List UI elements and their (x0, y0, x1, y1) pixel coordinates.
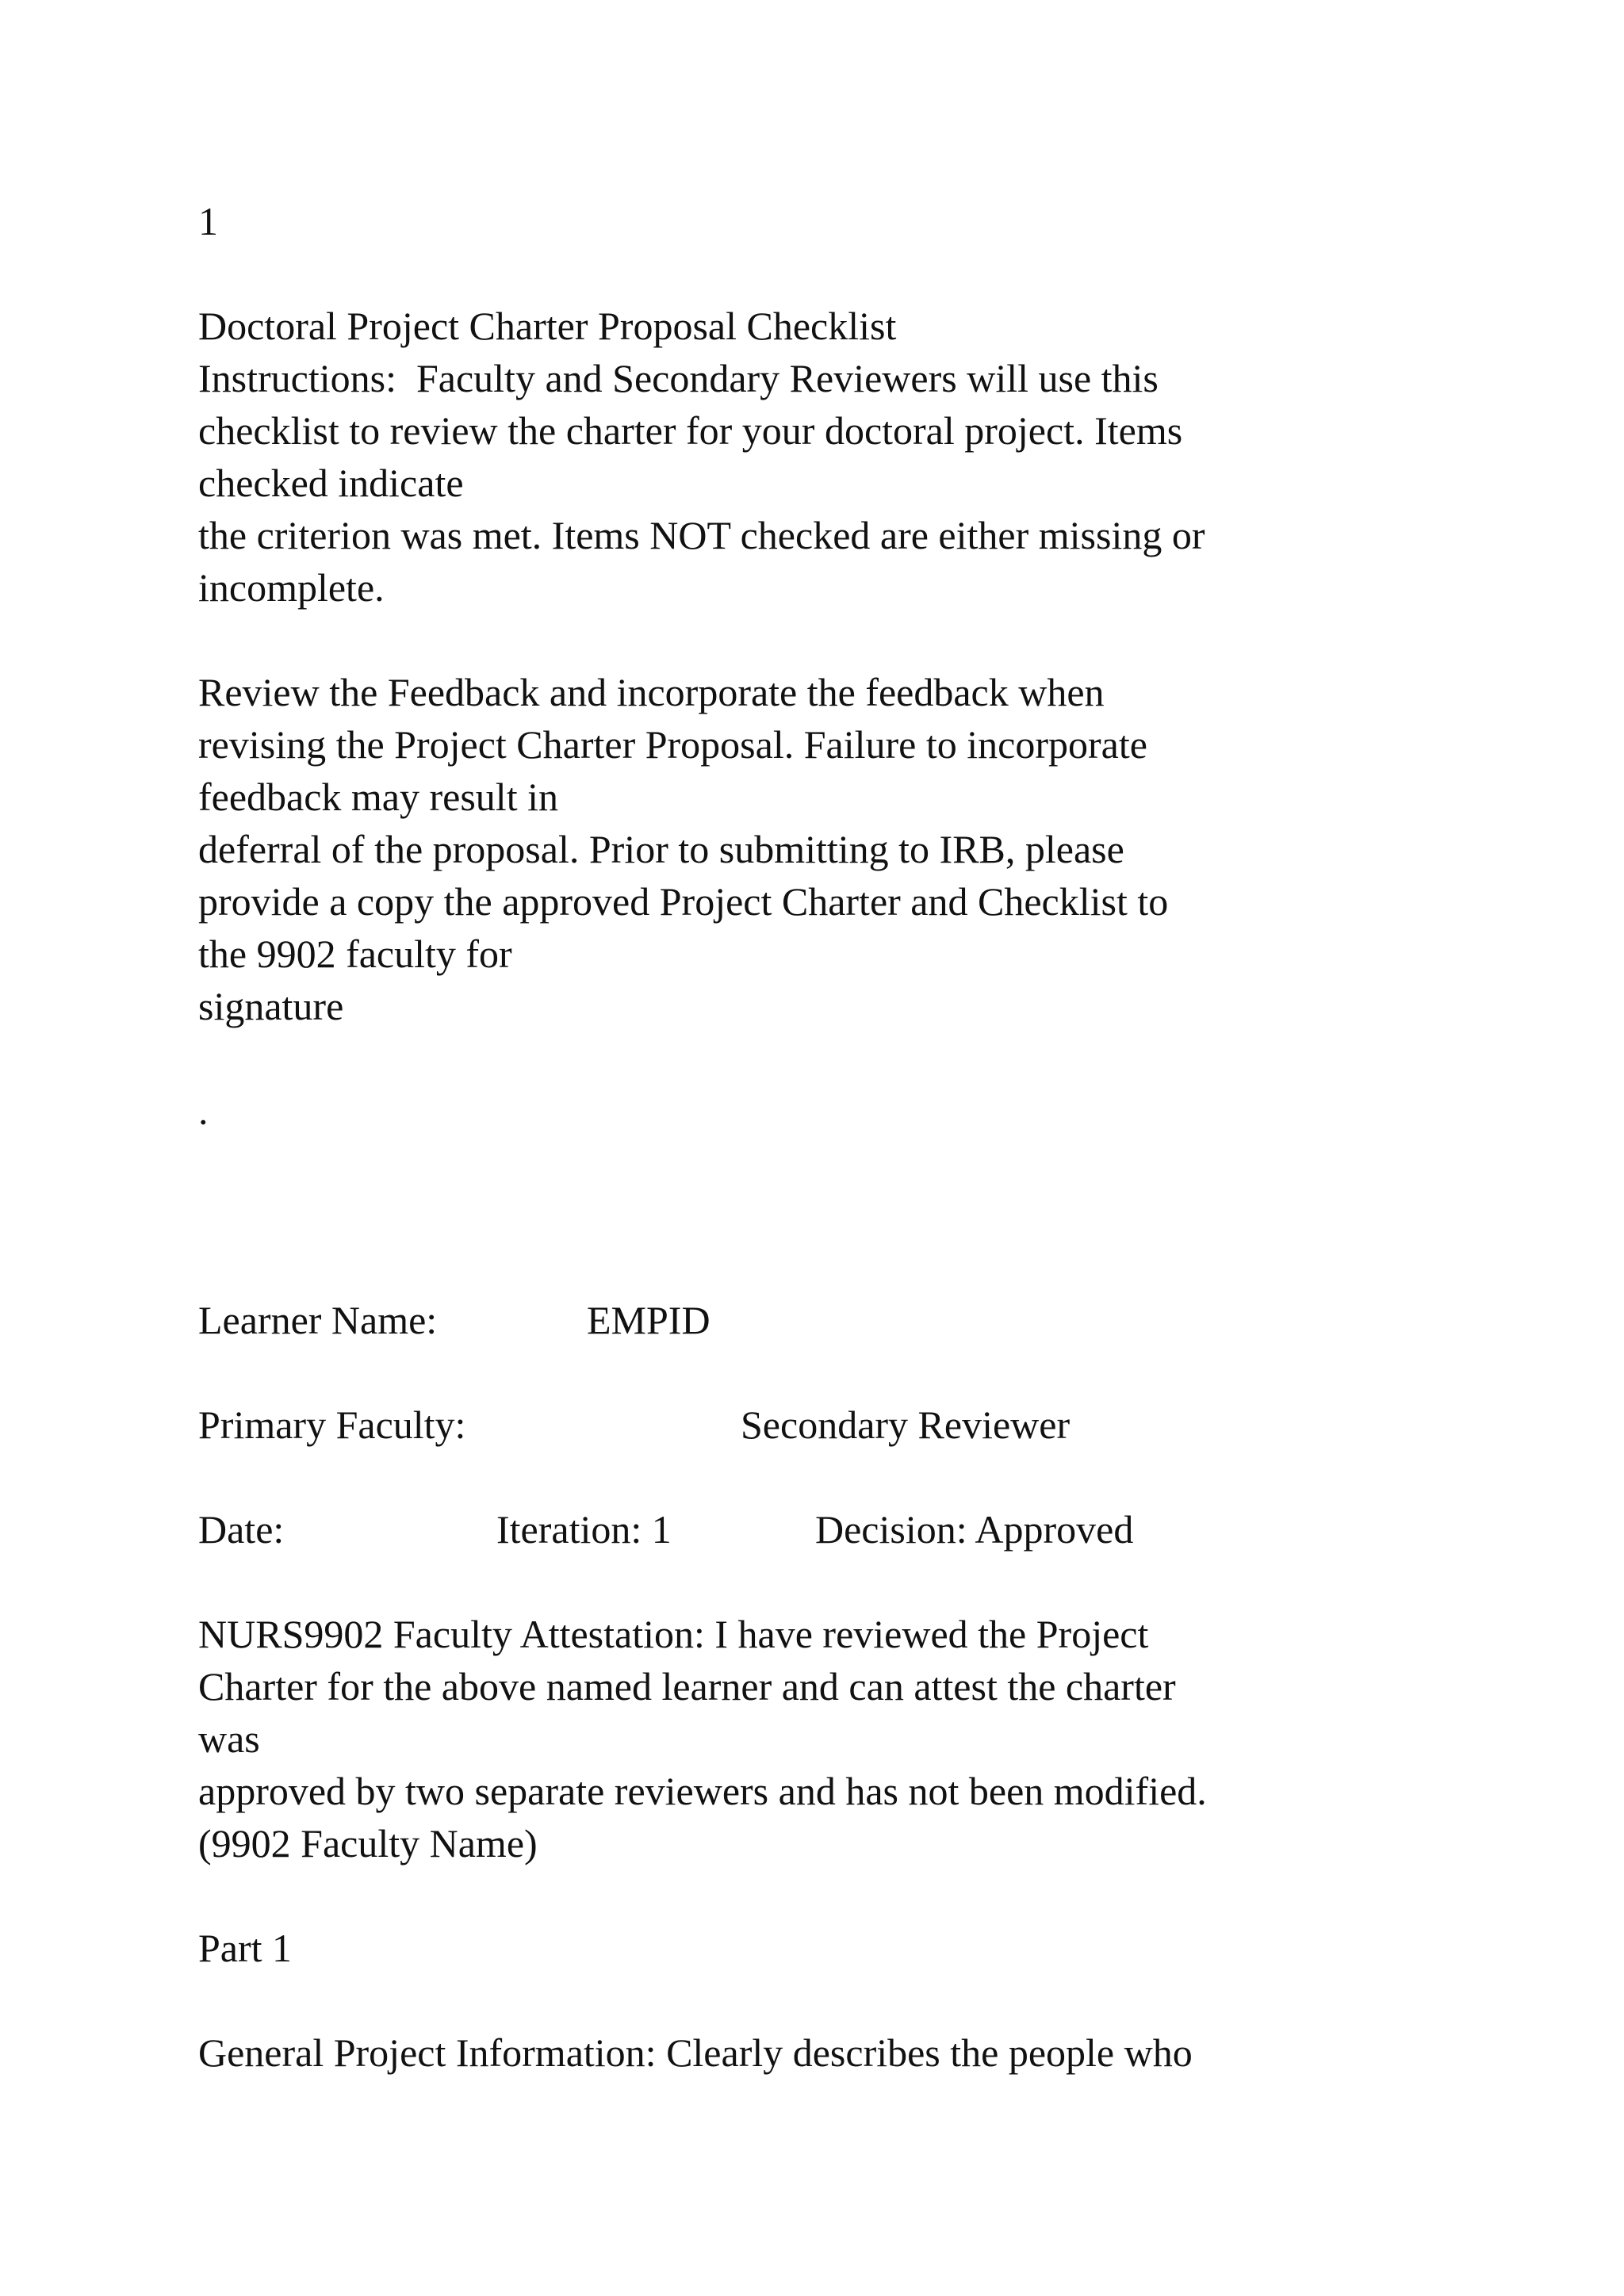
learner-name-label: Learner Name: (198, 1298, 438, 1342)
iteration-label: Iteration: 1 (496, 1507, 672, 1552)
instructions-line: incomplete. (198, 565, 385, 610)
attestation-line: Charter for the above named learner and can attest the charter (198, 1664, 1176, 1709)
instructions-line: Instructions: Faculty and Secondary Reviewers will use this (198, 356, 1159, 400)
document-title: Doctoral Project Charter Proposal Checklist (198, 304, 897, 348)
secondary-reviewer-label: Secondary Reviewer (741, 1402, 1071, 1447)
feedback-line: the 9902 faculty for (198, 932, 512, 976)
part-heading: Part 1 (198, 1926, 293, 1970)
attestation-line: approved by two separate reviewers and has not been modified. (198, 1769, 1207, 1813)
instructions-line: checked indicate (198, 461, 464, 505)
feedback-line: signature (198, 984, 344, 1028)
empid-label: EMPID (587, 1298, 710, 1342)
primary-faculty-label: Primary Faculty: (198, 1402, 466, 1447)
attestation-line: (9902 Faculty Name) (198, 1821, 538, 1866)
feedback-line: deferral of the proposal. Prior to submitting to IRB, please (198, 827, 1124, 871)
period-mark: . (198, 1089, 209, 1133)
feedback-line: provide a copy the approved Project Charter and Checklist to (198, 879, 1169, 924)
attestation-line: was (198, 1716, 260, 1761)
instructions-line: the criterion was met. Items NOT checked are either missing or (198, 513, 1205, 557)
instructions-line: checklist to review the charter for your doctoral project. Items (198, 408, 1183, 453)
feedback-line: revising the Project Charter Proposal. Failure to incorporate (198, 722, 1147, 767)
date-label: Date: (198, 1507, 285, 1552)
general-project-info-line: General Project Information: Clearly describes the people who (198, 2030, 1193, 2075)
feedback-line: feedback may result in (198, 775, 558, 819)
page-number: 1 (198, 199, 218, 243)
feedback-line: Review the Feedback and incorporate the feedback when (198, 670, 1105, 714)
attestation-line: NURS9902 Faculty Attestation: I have reviewed the Project (198, 1612, 1149, 1656)
decision-label: Decision: Approved (815, 1507, 1134, 1552)
